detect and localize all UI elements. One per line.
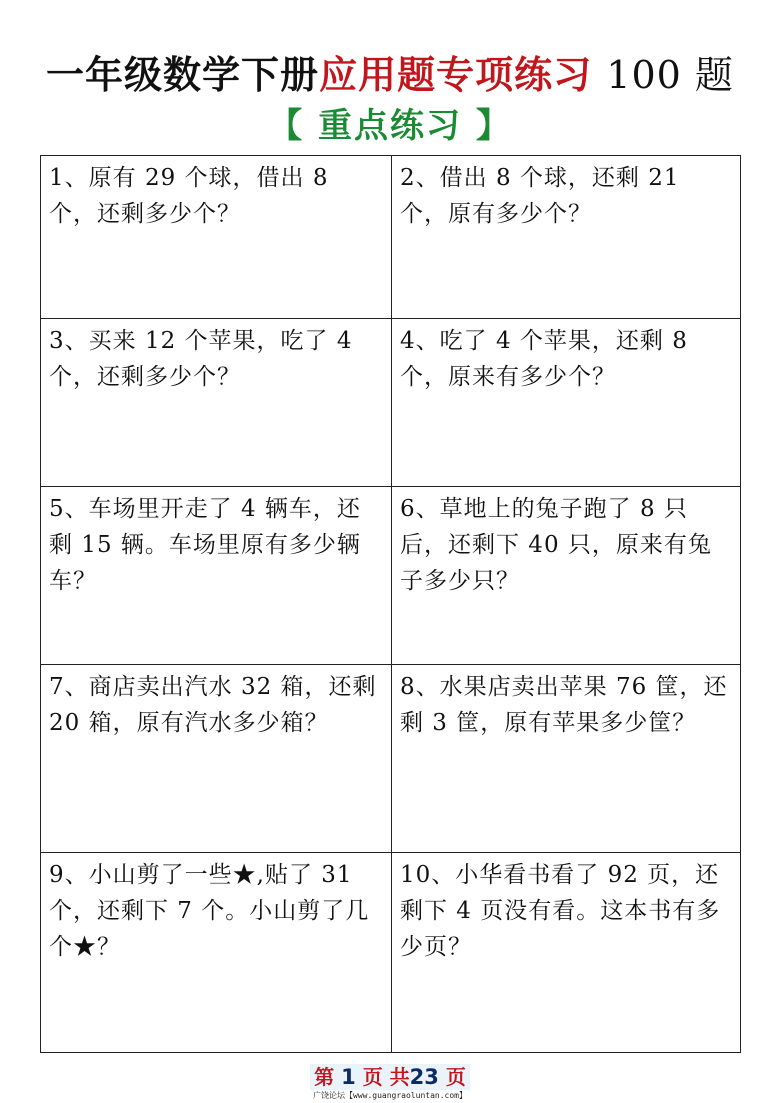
problem-text: 4、吃了 4 个苹果，还剩 8 个，原来有多少个？ bbox=[400, 328, 688, 390]
page-suffix: 页 bbox=[445, 1065, 466, 1089]
problem-cell bbox=[392, 156, 740, 318]
problem-text: 6、草地上的兔子跑了 8 只后，还剩下 40 只，原来有兔子多少只？ bbox=[400, 496, 712, 594]
page-middle: 页 共 bbox=[362, 1065, 410, 1089]
problem-text: 8、水果店卖出苹果 76 筐，还剩 3 筐，原有苹果多少筐？ bbox=[400, 674, 728, 736]
problem-cell bbox=[41, 853, 391, 1052]
problem-grid bbox=[40, 155, 741, 1053]
page-total: 23 bbox=[409, 1065, 439, 1089]
problem-cell bbox=[392, 487, 740, 664]
problem-text: 10、小华看书看了 92 页，还剩下 4 页没有看。这本书有多少页？ bbox=[400, 862, 721, 960]
page-footer bbox=[0, 1064, 780, 1090]
problem-text: 1、原有 29 个球，借出 8 个，还剩多少个？ bbox=[49, 165, 329, 227]
title-grade: 一年级数学下册 bbox=[46, 52, 320, 97]
problem-cell bbox=[41, 319, 391, 486]
problem-cell bbox=[41, 665, 391, 852]
problem-cell bbox=[392, 665, 740, 852]
problem-text: 2、借出 8 个球，还剩 21 个，原有多少个？ bbox=[400, 165, 680, 227]
problem-cell bbox=[41, 487, 391, 664]
page-indicator bbox=[310, 1064, 470, 1090]
site-credit: 广饶论坛【www.guangraoluntan.com】 bbox=[313, 1091, 467, 1100]
problem-text: 3、买来 12 个苹果，吃了 4 个，还剩多少个？ bbox=[49, 328, 353, 390]
problem-cell bbox=[41, 156, 391, 318]
page-prefix: 第 bbox=[314, 1065, 335, 1089]
page-title bbox=[0, 50, 780, 100]
problem-text: 5、车场里开走了 4 辆车，还剩 15 辆。车场里原有多少辆车？ bbox=[49, 496, 361, 594]
problem-cell bbox=[392, 853, 740, 1052]
problem-text: 7、商店卖出汽水 32 箱，还剩 20 箱，原有汽水多少箱？ bbox=[49, 674, 377, 736]
page-subtitle: 【 重点练习 】 bbox=[268, 106, 512, 146]
title-topic: 应用题专项练习 bbox=[319, 52, 593, 97]
page-current: 1 bbox=[341, 1065, 356, 1089]
problem-cell bbox=[392, 319, 740, 486]
title-count: 100 题 bbox=[606, 53, 734, 97]
problem-text: 9、小山剪了一些★,贴了 31 个，还剩下 7 个。小山剪了几个★？ bbox=[49, 862, 370, 960]
